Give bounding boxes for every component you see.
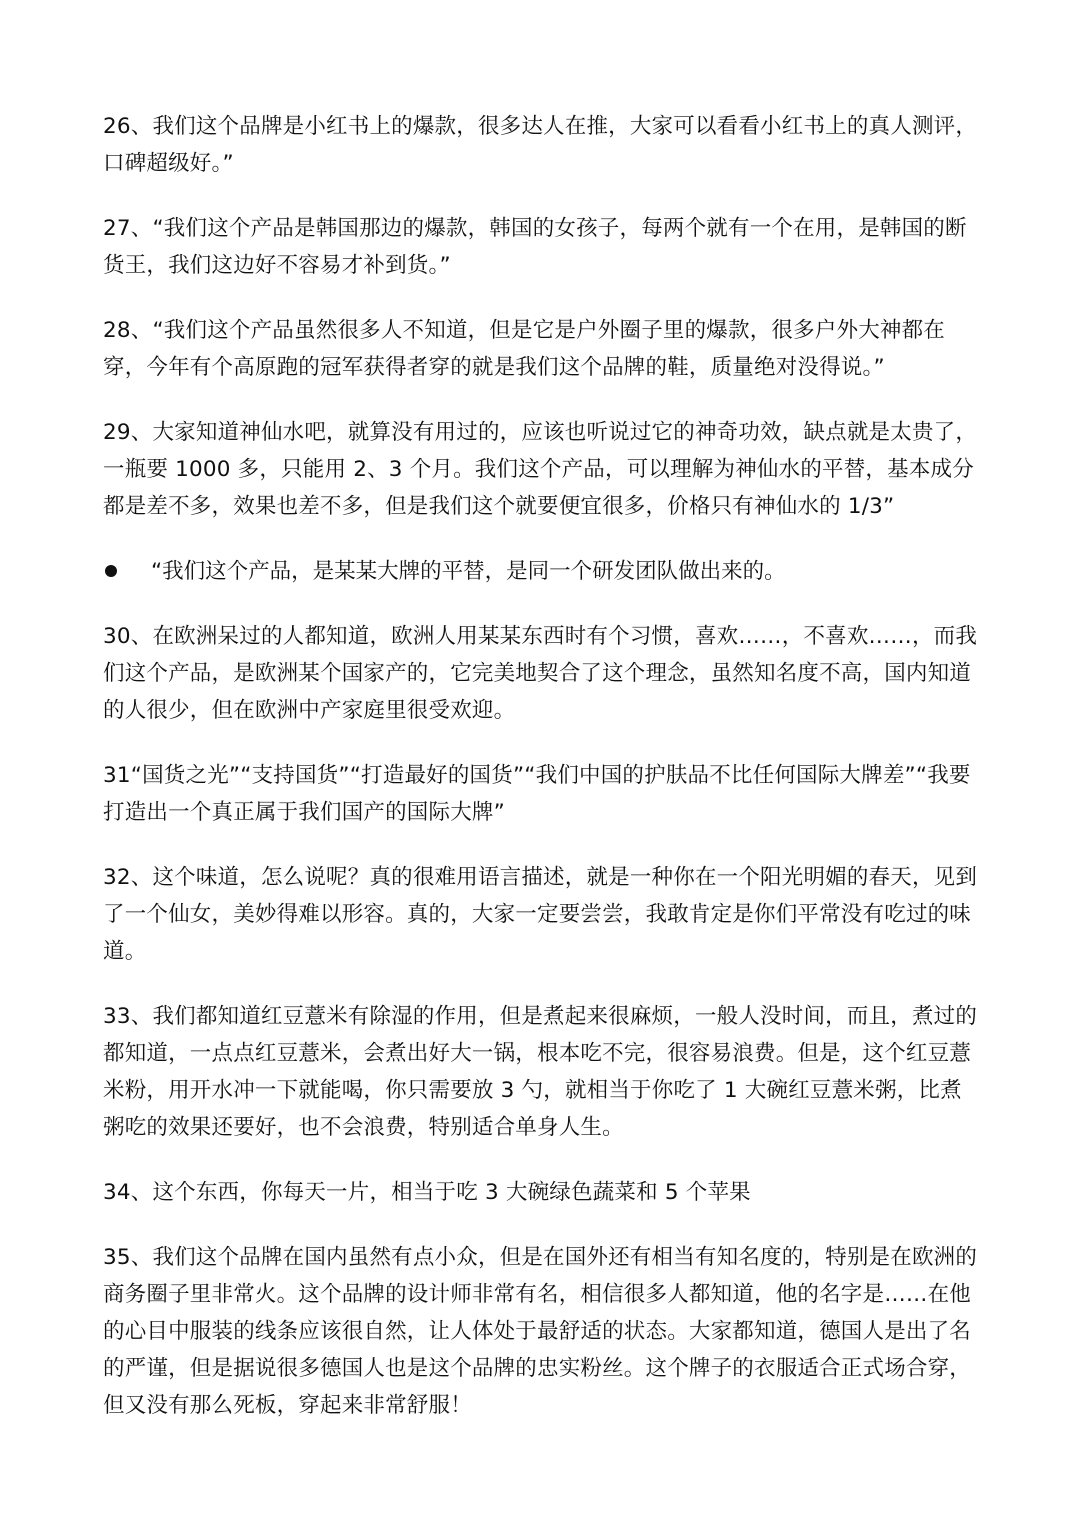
paragraph-27: 27、“我们这个产品是韩国那边的爆款，韩国的女孩子，每两个就有一个在用，是韩国的断货王，我们这边好不容易才补到货。”: [103, 216, 967, 278]
paragraph-30: 30、在欧洲呆过的人都知道，欧洲人用某某东西时有个习惯，喜欢……，不喜欢……，而我们这个产品，是欧洲某个国家产的，它完美地契合了这个理念，虽然知名度不高，国内知道的人很少，但在欧洲中产家庭里很受欢迎。: [103, 624, 978, 723]
paragraph-26: 26、我们这个品牌是小红书上的爆款，很多达人在推，大家可以看看小红书上的真人测评，口碑超级好。”: [103, 114, 978, 176]
paragraph-34: 34、这个东西，你每天一片，相当于吃 3 大碗绿色蔬菜和 5 个苹果: [103, 1180, 751, 1205]
paragraph-29: 29、大家知道神仙水吧，就算没有用过的，应该也听说过它的神奇功效，缺点就是太贵了，一瓶要 1000 多，只能用 2、3 个月。我们这个产品，可以理解为神仙水的平替，基本成分都是差不多，效果也差不多，但是我们这个就要便宜很多，价格只有神仙水的 1/3”: [103, 420, 978, 519]
paragraph-32: 32、这个味道，怎么说呢？真的很难用语言描述，就是一种你在一个阳光明媚的春天，见到了一个仙女，美妙得难以形容。真的，大家一定要尝尝，我敢肯定是你们平常没有吃过的味道。: [103, 865, 978, 964]
bullet-item-text: “我们这个产品，是某某大牌的平替，是同一个研发团队做出来的。: [151, 559, 786, 584]
paragraph-31: 31“国货之光”“支持国货”“打造最好的国货”“我们中国的护肤品不比任何国际大牌差”“我要打造出一个真正属于我们国产的国际大牌”: [103, 763, 971, 825]
paragraph-35: 35、我们这个品牌在国内虽然有点小众，但是在国外还有相当有知名度的，特别是在欧洲的商务圈子里非常火。这个品牌的设计师非常有名，相信很多人都知道，他的名字是……在他的心目中服装的线条应该很自然，让人体处于最舒适的状态。大家都知道，德国人是出了名的严谨，但是据说很多德国人也是这个品牌的忠实粉丝。这个牌子的衣服适合正式场合穿，但又没有那么死板，穿起来非常舒服！: [103, 1245, 978, 1418]
bullet-item: [103, 553, 983, 590]
paragraph-28: 28、“我们这个产品虽然很多人不知道，但是它是户外圈子里的爆款，很多户外大神都在穿，今年有个高原跑的冠军获得者穿的就是我们这个品牌的鞋，质量绝对没得说。”: [103, 318, 946, 380]
bullet-dot-icon: [105, 565, 117, 577]
document-page: [103, 108, 983, 1452]
paragraph-33: 33、我们都知道红豆薏米有除湿的作用，但是煮起来很麻烦，一般人没时间，而且，煮过的都知道，一点点红豆薏米，会煮出好大一锅，根本吃不完，很容易浪费。但是，这个红豆薏米粉，用开水冲一下就能喝，你只需要放 3 勺，就相当于你吃了 1 大碗红豆薏米粥，比煮粥吃的效果还要好，也不会浪费，特别适合单身人生。: [103, 1004, 978, 1140]
